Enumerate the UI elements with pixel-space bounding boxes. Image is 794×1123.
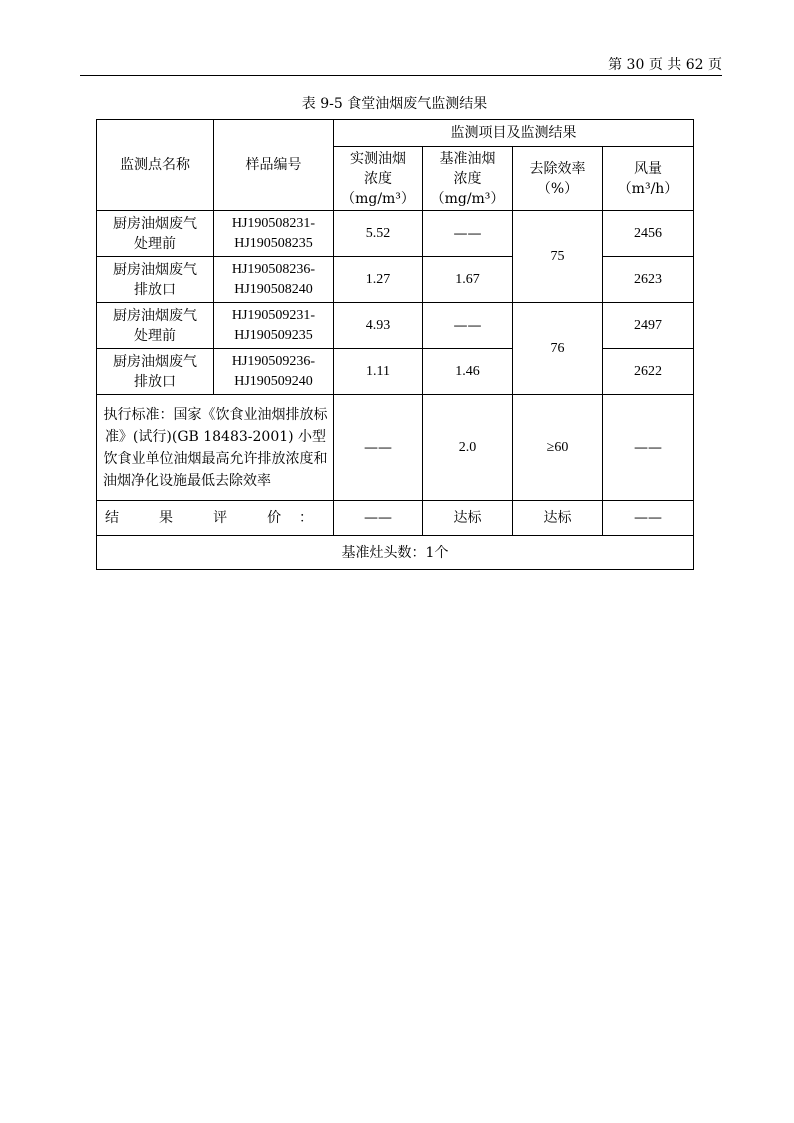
row-sample-line-1: HJ190508231- [231, 215, 316, 231]
table-row [97, 349, 694, 395]
standard-measured: —— [334, 395, 423, 501]
row-point-line-1: 厨房油烟废气 [113, 307, 197, 324]
standard-row [97, 395, 694, 501]
evaluation-reference: 达标 [423, 501, 513, 536]
row-reference-value: —— [423, 303, 513, 349]
row-sample-line-2: HJ190508235 [234, 235, 313, 251]
header-removal-efficiency [513, 147, 603, 211]
row-efficiency-value: 75 [513, 211, 603, 303]
header-measured-line-1: 实测油烟 [350, 150, 406, 167]
header-reference-unit: （mg/m³） [430, 190, 505, 207]
row-point-name [97, 211, 214, 257]
row-sample-line-2: HJ190508240 [234, 281, 313, 297]
table-row [97, 211, 694, 257]
row-reference-value: 1.67 [423, 257, 513, 303]
standard-airflow: —— [603, 395, 694, 501]
stove-count-note: 基准灶头数：1个 [97, 536, 694, 570]
row-airflow-value: 2623 [603, 257, 694, 303]
header-monitoring-group: 监测项目及监测结果 [334, 120, 694, 147]
row-sample-line-1: HJ190509231- [231, 307, 316, 323]
row-measured-value: 1.11 [334, 349, 423, 395]
evaluation-label: 结 果 评 价： [97, 501, 334, 536]
header-divider [80, 75, 722, 76]
header-reference-line-2: 浓度 [453, 170, 482, 187]
header-efficiency-line-1: 去除效率 [529, 160, 586, 177]
row-efficiency-value: 76 [513, 303, 603, 395]
header-measured-concentration [334, 147, 423, 211]
row-sample-id [214, 257, 334, 303]
row-point-line-2: 排放口 [134, 281, 176, 298]
header-measured-unit: （mg/m³） [341, 190, 415, 207]
row-airflow-value: 2497 [603, 303, 694, 349]
row-point-line-1: 厨房油烟废气 [113, 353, 197, 370]
row-sample-id [214, 303, 334, 349]
standard-reference-limit: 2.0 [423, 395, 513, 501]
evaluation-airflow: —— [603, 501, 694, 536]
header-reference-concentration [423, 147, 513, 211]
row-sample-line-2: HJ190509240 [234, 373, 313, 389]
row-airflow-value: 2456 [603, 211, 694, 257]
row-point-line-2: 排放口 [134, 373, 176, 390]
row-measured-value: 4.93 [334, 303, 423, 349]
page-number-header: 第 30 页 共 62 页 [608, 57, 722, 73]
row-point-name [97, 303, 214, 349]
row-sample-id [214, 349, 334, 395]
row-sample-line-1: HJ190509236- [231, 353, 316, 369]
header-airflow-line-1: 风量 [634, 160, 662, 177]
row-measured-value: 1.27 [334, 257, 423, 303]
table-title: 表 9-5 食堂油烟废气监测结果 [301, 96, 488, 112]
row-point-line-2: 处理前 [134, 327, 176, 344]
row-point-line-1: 厨房油烟废气 [113, 215, 197, 232]
row-sample-line-2: HJ190509235 [234, 327, 313, 343]
header-reference-line-1: 基准油烟 [439, 150, 496, 167]
row-point-line-2: 处理前 [134, 235, 176, 252]
header-point-name: 监测点名称 [97, 120, 214, 211]
evaluation-efficiency: 达标 [513, 501, 603, 536]
row-measured-value: 5.52 [334, 211, 423, 257]
table-row [97, 303, 694, 349]
table-row [97, 257, 694, 303]
row-airflow-value: 2622 [603, 349, 694, 395]
header-sample-id: 样品编号 [214, 120, 334, 211]
row-sample-line-1: HJ190508236- [231, 261, 316, 277]
row-reference-value: 1.46 [423, 349, 513, 395]
monitoring-results-table [96, 119, 694, 570]
row-point-name [97, 257, 214, 303]
row-sample-id [214, 211, 334, 257]
evaluation-row [97, 501, 694, 536]
evaluation-measured: —— [334, 501, 423, 536]
header-measured-line-2: 浓度 [364, 170, 392, 187]
header-airflow-unit: （m³/h） [617, 180, 679, 197]
row-point-name [97, 349, 214, 395]
footer-row [97, 536, 694, 570]
row-reference-value: —— [423, 211, 513, 257]
header-airflow [603, 147, 694, 211]
standard-description: 执行标准：国家《饮食业油烟排放标准》(试行)(GB 18483-2001) 小型饮食业单位油烟最高允许排放浓度和油烟净化设施最低去除效率 [97, 395, 334, 501]
row-point-line-1: 厨房油烟废气 [113, 261, 197, 278]
standard-efficiency-limit: ≥60 [513, 395, 603, 501]
header-efficiency-unit: （%） [536, 180, 579, 197]
